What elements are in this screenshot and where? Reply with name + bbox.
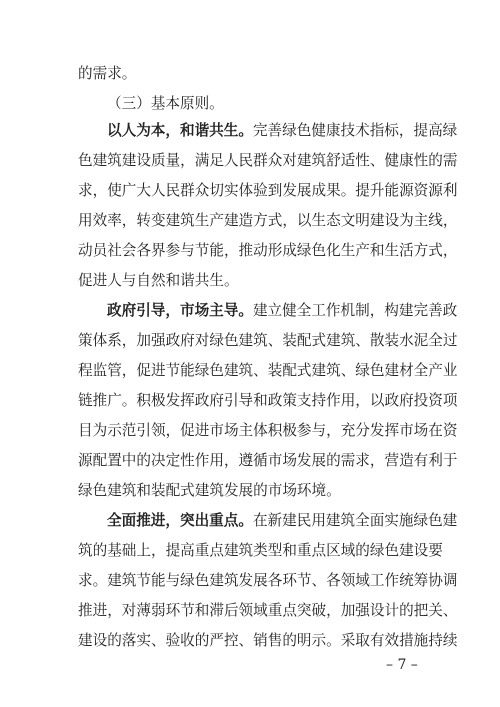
paragraph-3-line-4: 推进，对薄弱环节和滞后领域重点突破，加强设计的把关、 [78, 602, 458, 619]
paragraph-2-line-5: 目为示范引领，促进市场主体积极参与，充分发挥市场在资 [78, 422, 458, 439]
paragraph-1-first-line [107, 120, 458, 142]
paragraph-2-first-line [107, 300, 458, 322]
paragraph-1-heading: 以人为本，和谐共生。 [107, 122, 253, 139]
paragraph-1-line-3: 求，使广大人民群众切实体验到发展成果。提升能源资源利 [78, 182, 458, 199]
section-heading: （三）基本原则。 [107, 95, 224, 112]
paragraph-2-heading: 政府引导，市场主导。 [107, 302, 253, 319]
paragraph-2-line-6: 源配置中的决定性作用，遵循市场发展的需求，营造有利于 [78, 452, 458, 469]
paragraph-1-line-6: 促进人与自然和谐共生。 [78, 272, 239, 289]
paragraph-3-first-line [107, 510, 458, 532]
paragraph-1-line-1: 完善绿色健康技术指标，提高绿 [252, 122, 458, 139]
paragraph-1-line-5: 动员社会各界参与节能，推动形成绿色化生产和生活方式， [78, 242, 458, 259]
paragraph-3-heading: 全面推进，突出重点。 [107, 512, 253, 529]
paragraph-2-line-2: 策体系，加强政府对绿色建筑、装配式建筑、散装水泥全过 [78, 332, 458, 349]
paragraph-continuation: 的需求。 [78, 65, 137, 82]
paragraph-2-line-1: 建立健全工作机制，构建完善政 [252, 302, 458, 319]
paragraph-3-line-1: 在新建民用建筑全面实施绿色建 [252, 512, 458, 529]
paragraph-2-line-4: 链推广。积极发挥政府引导和政策支持作用，以政府投资项 [78, 392, 458, 409]
paragraph-3-line-2: 筑的基础上，提高重点建筑类型和重点区域的绿色建设要 [78, 542, 443, 559]
page-number: – 7 – [386, 657, 418, 673]
paragraph-1-line-4: 用效率，转变建筑生产建造方式，以生态文明建设为主线， [78, 212, 458, 229]
paragraph-1-line-2: 色建筑建设质量，满足人民群众对建筑舒适性、健康性的需 [78, 152, 458, 169]
paragraph-2-line-3: 程监管，促进节能绿色建筑、装配式建筑、绿色建材全产业 [78, 362, 458, 379]
paragraph-3-line-3: 求。建筑节能与绿色建筑发展各环节、各领域工作统筹协调 [78, 572, 458, 589]
paragraph-2-line-7: 绿色建筑和装配式建筑发展的市场环境。 [78, 482, 341, 499]
paragraph-3-line-5: 建设的落实、验收的严控、销售的明示。采取有效措施持续 [78, 632, 458, 649]
